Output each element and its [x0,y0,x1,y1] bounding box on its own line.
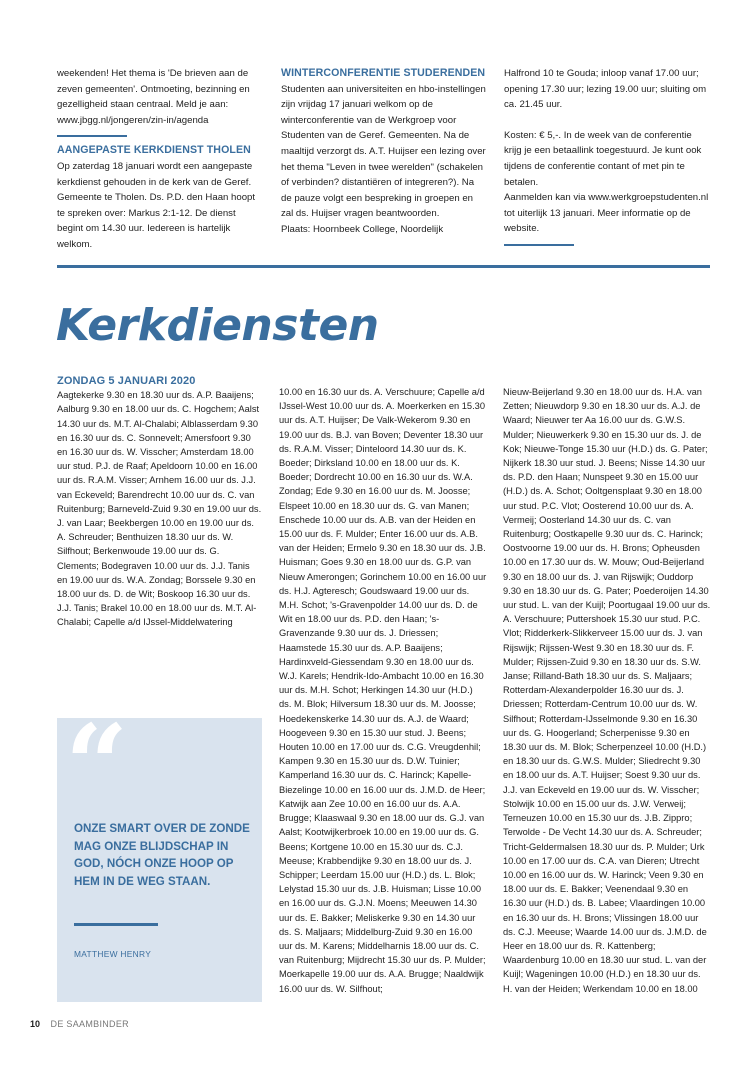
top-column-3 [504,66,709,246]
services-date-heading: ZONDAG 5 JANUARI 2020 [57,375,196,387]
services-list-2: 10.00 en 16.30 uur ds. A. Verschuure; Capelle a/d IJssel-West 10.00 uur ds. A. Moerkerken en 15.30 uur ds. A.T. Huijser; De Valk-Wekerom 9.30 en 19.00 uur ds. B.J. van Boven; Deventer 18.30 uur ds. R.A.M. Visser; Dinteloord 14.30 uur ds. K. Boeder; Dirksland 10.00 en 18.00 uur ds. K. Boeder; Dordrecht 10.00 en 16.30 uur ds. W.A. Zondag; Ede 9.30 en 16.00 uur ds. M. Joosse; Elspeet 10.00 en 18.30 uur ds. G. van Manen; Enschede 10.00 uur ds. A.B. van der Heiden en 15.00 uur ds. F. Mulder; Enter 16.00 uur ds. A.B. van der Heiden; Ermelo 9.30 en 18.30 uur ds. J.B. Huisman; Goes 9.30 en 18.00 uur ds. G.P. van Nieuw Amerongen; Gorinchem 10.00 en 16.00 uur ds. H.J. Agteresch; Goudswaard 19.00 uur ds. M.H. Schot; 's-Gravenpolder 14.00 uur ds. D. de Wit en 18.00 uur ds. P.D. den Haan; 's-Gravenzande 9.30 uur ds. J. Driessen; Haamstede 15.30 uur ds. A.P. Baaijens; Hardinxveld-Giessendam 9.30 en 18.00 uur ds. W.J. Karels; Hendrik-Ido-Ambacht 10.00 en 16.30 uur ds. M.H. Schot; Herkingen 14.30 uur (H.D.) ds. M. Blok; Hilversum 18.30 uur ds. M. Joosse; Hoedekenskerke 14.30 uur ds. A.J. de Waard; Hoogeveen 9.30 en 15.30 uur stud. J. Beens; Houten 10.00 en 17.00 uur ds. C.G. Vreugdenhil; Kampen 9.30 en 15.30 uur ds. D.W. Tuinier; Kamperland 16.30 uur ds. C. Harinck; Kapelle-Biezelinge 10.00 en 16.00 uur ds. J.M.D. de Heer; Katwijk aan Zee 10.00 en 16.00 uur ds. A.A. Brugge; Klaaswaal 9.30 en 18.00 uur ds. G.J. van Aalst; Kootwijkerbroek 10.00 en 19.00 uur ds. G. Beens; Kortgene 10.00 en 15.30 uur ds. C.J. Meeuse; Krabbendijke 9.30 en 18.00 uur ds. J. Schipper; Leerdam 15.00 uur (H.D.) ds. L. Blok; Lelystad 15.30 uur ds. J.B. Huisman; Lisse 10.00 en 16.00 uur ds. G.J.N. Moens; Meeuwen 14.30 uur ds. E. Bakker; Meliskerke 9.30 en 14.30 uur ds. S. Maljaars; Middelburg-Zuid 9.30 en 16.00 uur ds. M. Karens; Middelharnis 18.00 uur ds. C. van Ruitenburg; Mijdrecht 15.30 uur ds. P. Mulder; Moerkapelle 19.00 uur ds. A.A. Brugge; Naaldwijk 16.00 uur ds. W. Silfhout; [279,387,487,994]
services-column-3 [503,385,711,996]
services-column-1 [57,374,262,630]
page-number: 10 [30,1019,41,1029]
services-list-1: Aagtekerke 9.30 en 18.30 uur ds. A.P. Baaijens; Aalburg 9.30 en 18.00 uur ds. C. Hogchem; Aalst 14.30 uur ds. M.T. Al-Chalabi; Alblasserdam 9.30 en 16.30 uur ds. C. Sonnevelt; Amersfoort 9.30 en 16.30 uur ds. W. Visscher; Amsterdam 18.00 uur stud. P.J. de Raaf; Apeldoorn 10.00 en 16.00 uur ds. R.A.M. Visser; Arnhem 16.00 uur ds. J.J. van Eckeveld; Barendrecht 10.00 uur ds. C. van Ruitenburg; Barneveld-Zuid 9.30 en 19.00 uur ds. J. van Laar; Beekbergen 10.00 en 19.00 uur ds. A. Schreuder; Benthuizen 18.30 uur ds. W. Silfhout; Berkenwoude 19.00 uur ds. G. Clements; Bodegraven 10.00 uur ds. J.J. Tanis en 19.00 uur ds. W.A. Zondag; Borssele 9.30 en 18.00 uur ds. D. de Wit; Boskoop 16.30 uur ds. J.J. Tanis; Brakel 10.00 en 18.00 uur ds. M.T. Al-Chalabi; Capelle a/d IJssel-Middelwatering [57,390,262,628]
conference-times: Halfrond 10 te Gouda; inloop vanaf 17.00 uur; opening 17.30 uur; lezing 19.00 uur; sluiting om ca. 21.45 uur. [504,68,707,111]
quote-divider [74,923,158,926]
camp-intro-text: weekenden! Het thema is 'De brieven aan de zeven gemeenten'. Ontmoeting, bezinning en gezelligheid staan centraal. Meld je aan: www.jbgg.nl/jongeren/zin-in/agenda [57,68,250,126]
section-underline [504,244,574,246]
quote-mark-icon: “ [65,700,129,829]
tholen-body: Op zaterdag 18 januari wordt een aangepaste kerkdienst gehouden in de kerk van de Geref. Gemeente te Tholen. Ds. P.D. den Haan hoopt te spreken over: Markus 2:1-12. De dienst begint om 14.30 uur. Iedereen is hartelijk welkom. [57,160,256,250]
section-underline [57,135,127,137]
magazine-name: DE SAAMBINDER [50,1019,129,1029]
tholen-heading: AANGEPASTE KERKDIENST THOLEN [57,144,251,157]
section-divider [57,265,710,268]
quote-box [57,700,262,1002]
top-column-2 [281,66,486,238]
services-column-2 [279,385,487,996]
page-footer [30,1019,129,1029]
winterconference-place: Plaats: Hoornbeek College, Noordelijk [281,223,444,235]
section-title: Kerkdiensten [56,300,379,351]
quote-text: ONZE SMART OVER DE ZONDE MAG ONZE BLIJDSCHAP IN GOD, NÓCH ONZE HOOP OP HEM IN DE WEG STAAN. [74,822,250,888]
quote-author: MATTHEW HENRY [74,949,152,959]
winterconference-body: Studenten aan universiteiten en hbo-instellingen zijn vrijdag 17 januari welkom op de winterconferentie van de Werkgroep voor Studenten van de Geref. Gemeenten. Na de maaltijd verzorgt ds. A.T. Huijser een lezing over het thema "Leven in twee werelden" (schakelen of verbinden? distantiëren of integreren?). Na de pauze volgt een bespreking in groepen en zal ds. Huijser vragen beantwoorden. [281,83,486,220]
winterconference-heading: WINTERCONFERENTIE STUDERENDEN [281,67,486,79]
services-list-3: Nieuw-Beijerland 9.30 en 18.00 uur ds. H.A. van Zetten; Nieuwdorp 9.30 en 18.30 uur ds. A.J. de Waard; Nieuwer ter Aa 16.00 uur ds. G.W.S. Mulder; Nieuwerkerk 9.30 en 15.30 uur ds. J. de Kok; Nieuwe-Tonge 15.30 uur (H.D.) ds. G. Pater; Nijkerk 18.30 uur stud. J. Beens; Nisse 14.30 uur ds. P.D. den Haan; Nunspeet 9.30 en 15.00 uur (H.D.) ds. A. Schot; Ooltgensplaat 9.30 en 18.00 uur stud. P.C. Vlot; Oosterend 10.00 uur ds. A. Vermeij; Oosterland 14.30 uur ds. C. van Ruitenburg; Oostkapelle 9.30 uur ds. C. Harinck; Oostvoorne 19.00 uur ds. H. Brons; Opheusden 10.00 en 17.30 uur ds. W. Mouw; Oud-Beijerland 9.30 en 18.00 uur ds. J. van Rijswijk; Ouddorp 9.30 en 18.30 uur ds. G. Pater; Poederoijen 14.30 uur stud. L. van der Kuijl; Poortugaal 19.00 uur ds. A. Verschuure; Puttershoek 15.30 uur stud. P.C. Vlot; Ridderkerk-Slikkerveer 15.00 uur ds. J. van Rijswijk; Rijssen-West 9.30 en 18.30 uur ds. F. Mulder; Rijssen-Zuid 9.30 en 18.30 uur ds. S.W. Janse; Rilland-Bath 18.30 uur ds. S. Maljaars; Rotterdam-Alexanderpolder 16.30 uur ds. J. Driessen; Rotterdam-Centrum 10.00 uur ds. W. Silfhout; Rotterdam-IJsselmonde 9.30 en 16.30 uur ds. G. Hoogerland; Scherpenisse 9.30 en 18.30 uur ds. M. Blok; Scherpenzeel 10.00 (H.D.) en 18.30 uur ds. G.W.S. Mulder; Sliedrecht 9.30 en 18.00 uur ds. A.T. Huijser; Soest 9.30 uur ds. J.J. van Eckeveld en 19.00 uur ds. W. Visscher; Stolwijk 10.00 en 15.00 uur ds. J.W. Verweij; Terneuzen 10.00 en 15.30 uur ds. J.B. Zippro; Terwolde - De Vecht 14.30 uur ds. A. Schreuder; Tricht-Geldermalsen 18.30 uur ds. P. Mulder; Urk 10.00 en 17.00 uur ds. C.A. van Dieren; Utrecht 10.00 en 16.00 uur ds. W. Harinck; Veen 9.30 en 18.00 uur ds. E. Bakker; Veenendaal 9.30 en 16.30 uur (H.D.) ds. B. Labee; Vlaardingen 10.00 en 16.30 uur ds. H. Brons; Vlissingen 18.00 uur ds. C.J. Meeuse; Waarde 14.00 uur ds. J.M.D. de Heer en 18.00 uur ds. R. Kattenberg; Waardenburg 10.00 en 18.30 uur stud. L. van der Kuijl; Wageningen 10.00 (H.D.) en 18.30 uur ds. H. van der Heiden; Werkendam 10.00 en 18.00 [503,387,711,994]
top-column-1 [57,66,262,253]
conference-costs: Kosten: € 5,-. In de week van de conferentie krijg je een betaallink toegestuurd. Je kunt ook tijdens de conferentie contant of met pin te betalen. [504,129,702,188]
conference-registration: Aanmelden kan via www.werkgroepstudenten.nl tot uiterlijk 13 januari. Meer informatie op de website. [504,192,709,235]
